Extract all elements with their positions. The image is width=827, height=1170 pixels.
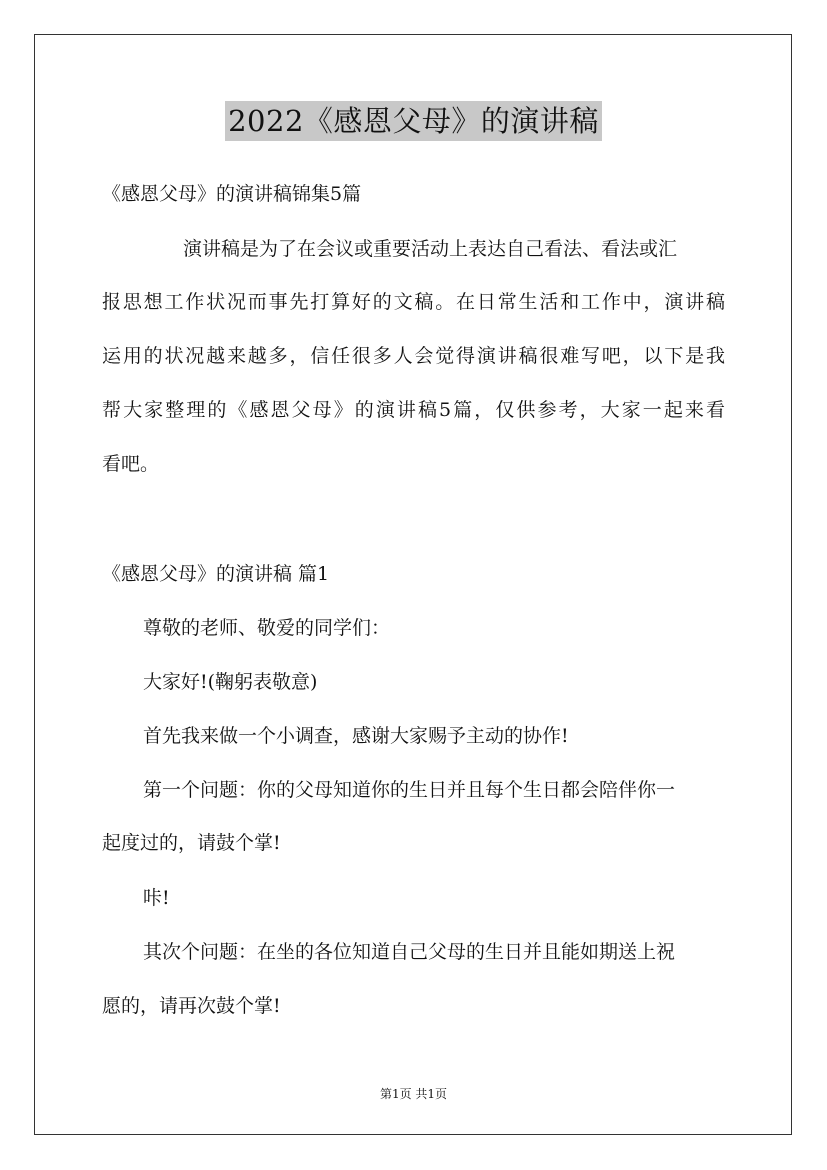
intro-line-2: 报思想工作状况而事先打算好的文稿。在日常生活和工作中，演讲稿 <box>102 291 725 313</box>
section-heading: 《感恩父母》的演讲稿 篇1 <box>102 563 330 585</box>
intro-line-1: 演讲稿是为了在会议或重要活动上表达自己看法、看法或汇 <box>183 238 678 260</box>
document-title: 2022《感恩父母》的演讲稿 <box>225 101 602 141</box>
body-line-3: 首先我来做一个小调查，感谢大家赐予主动的协作! <box>143 725 569 747</box>
document-subtitle: 《感恩父母》的演讲稿锦集5篇 <box>102 183 362 205</box>
body-line-5: 起度过的，请鼓个掌! <box>102 832 281 854</box>
body-line-7: 其次个问题：在坐的各位知道自己父母的生日并且能如期送上祝 <box>143 941 676 963</box>
intro-line-3: 运用的状况越来越多，信任很多人会觉得演讲稿很难写吧，以下是我 <box>102 345 725 367</box>
body-line-8: 愿的，请再次鼓个掌! <box>102 995 281 1017</box>
intro-line-4: 帮大家整理的《感恩父母》的演讲稿5篇，仅供参考，大家一起来看 <box>102 399 725 421</box>
body-line-1: 尊敬的老师、敬爱的同学们： <box>143 617 391 639</box>
title-wrap <box>0 101 827 141</box>
intro-line-5: 看吧。 <box>102 453 160 475</box>
body-line-4: 第一个问题：你的父母知道你的生日并且每个生日都会陪伴你一 <box>143 779 676 801</box>
body-line-6: 咔! <box>143 887 170 909</box>
page-footer: 第1页 共1页 <box>379 1087 448 1101</box>
body-line-2: 大家好!(鞠躬表敬意) <box>143 671 318 693</box>
